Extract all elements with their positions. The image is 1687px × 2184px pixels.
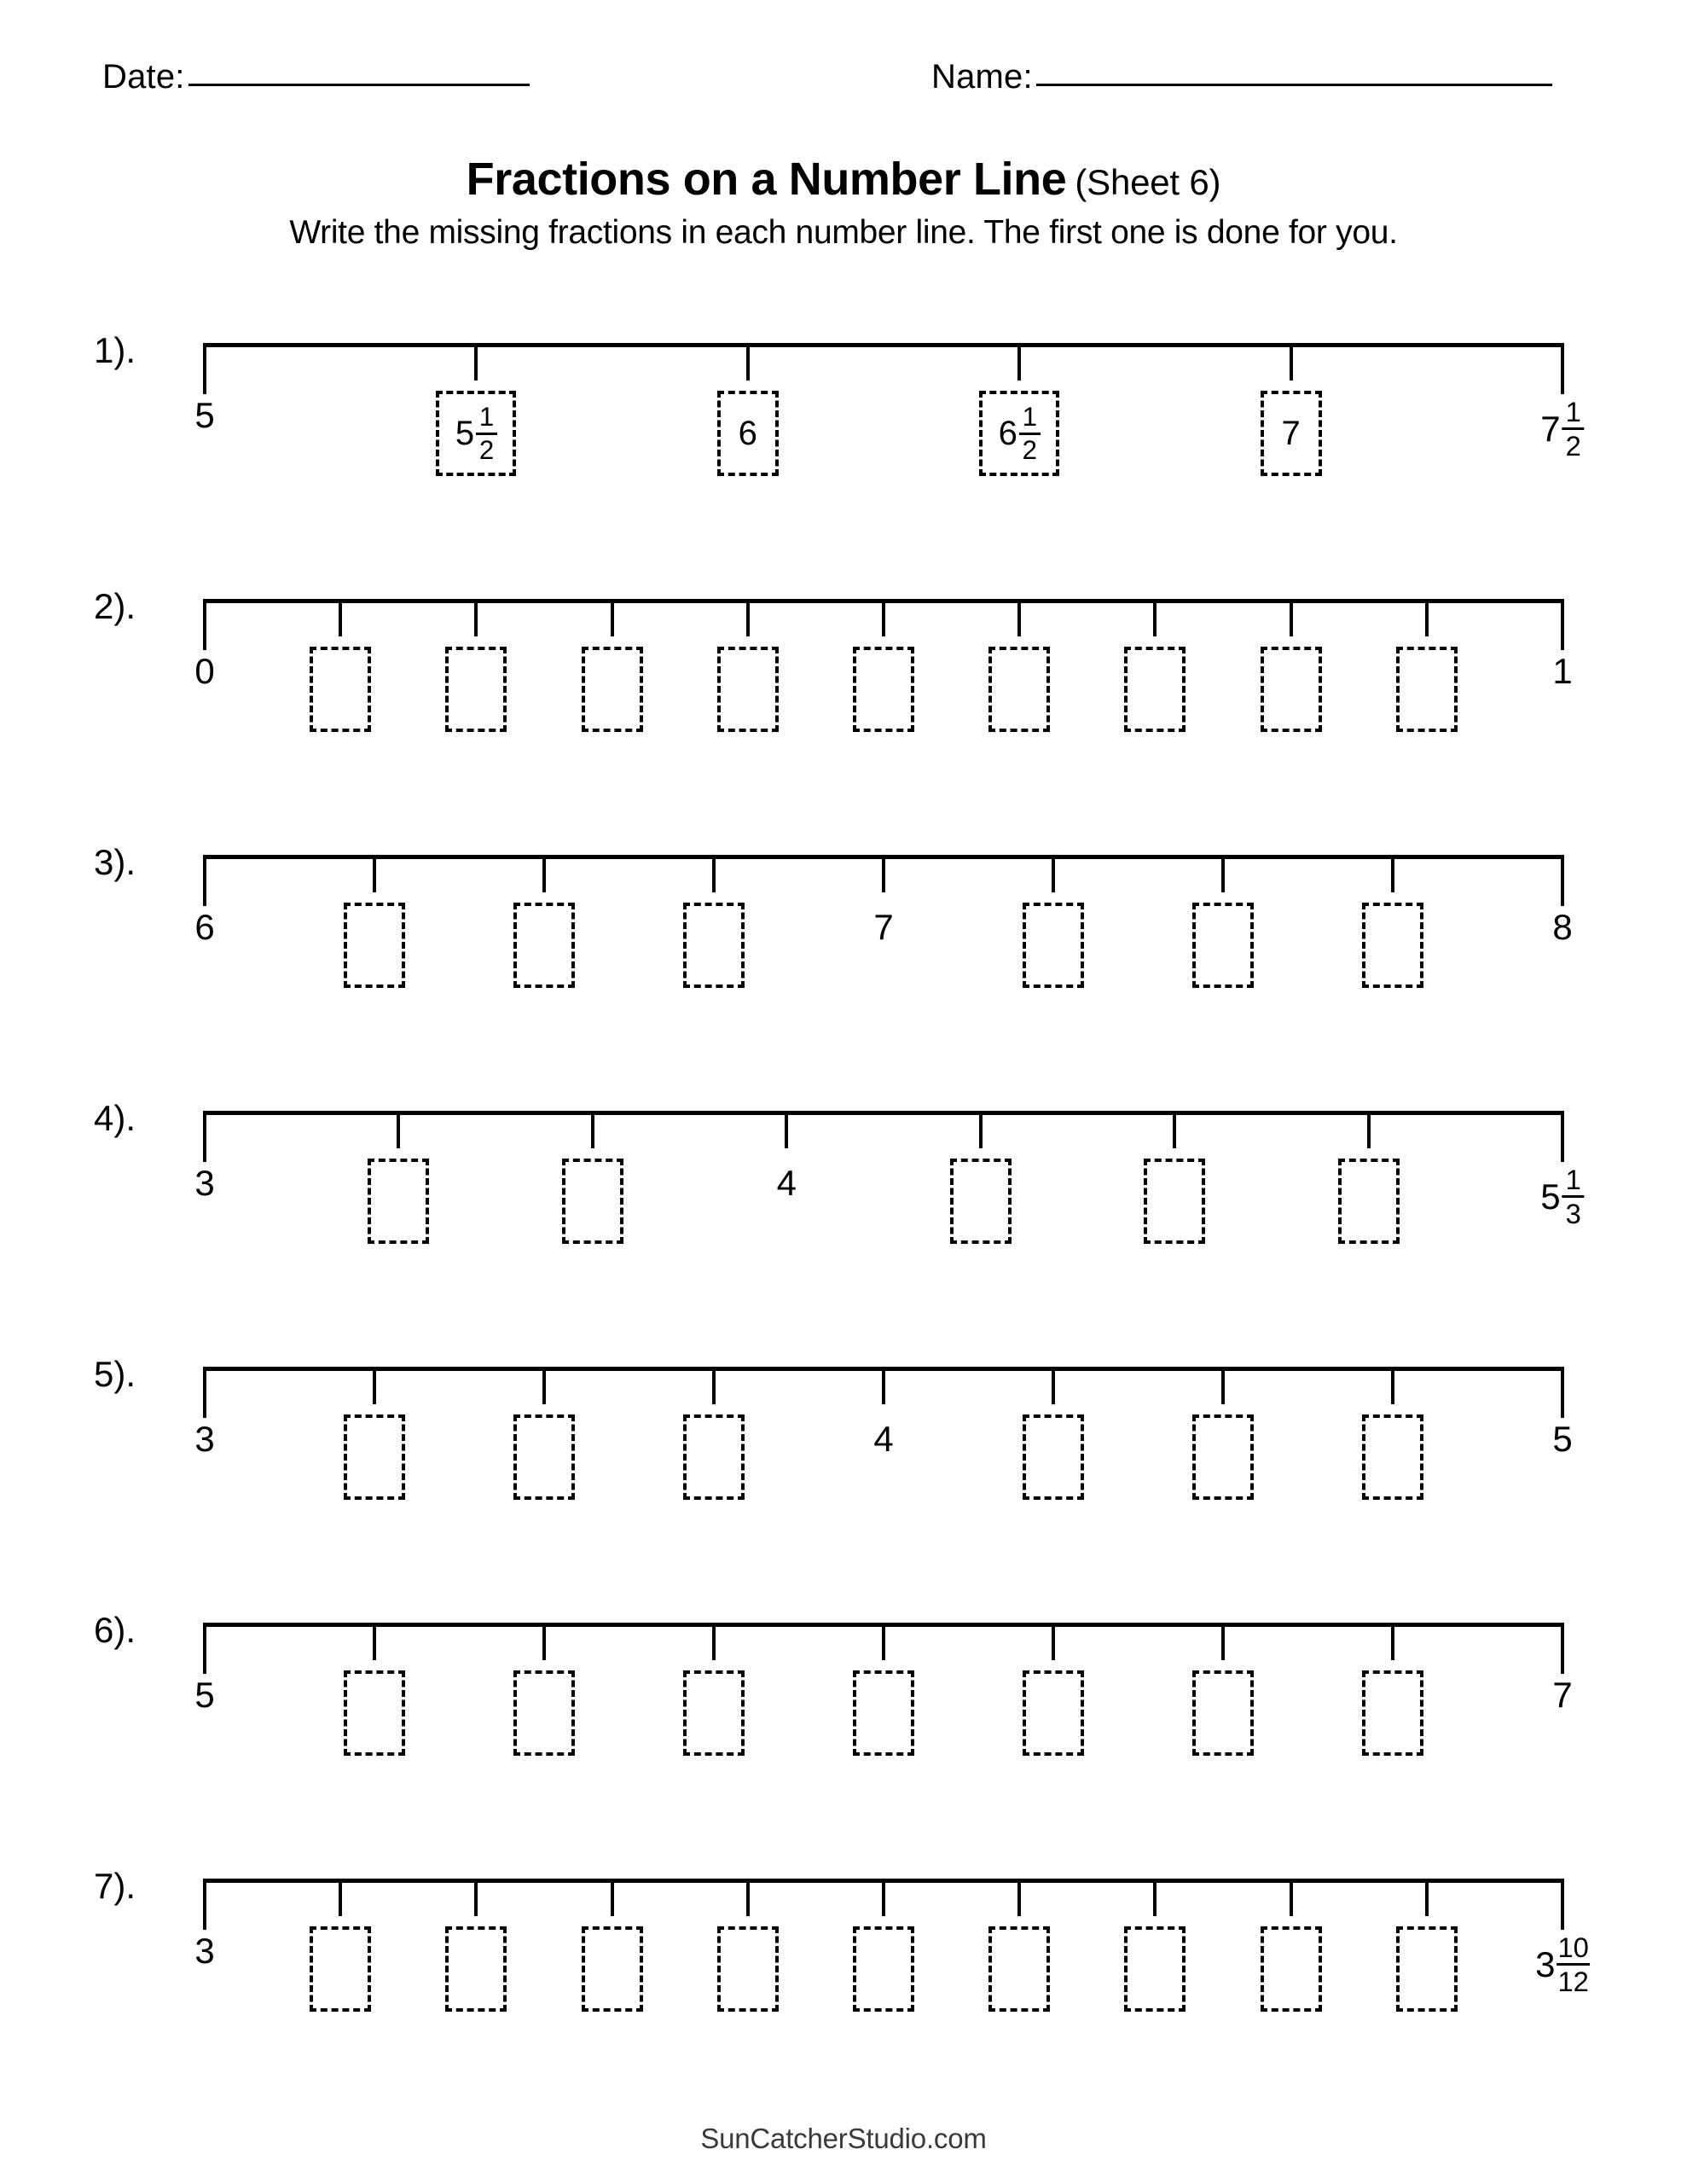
number-line-endpoint-tick: [1561, 343, 1564, 394]
mixed-number: [873, 1421, 893, 1457]
number-line-endpoint-tick: [203, 599, 206, 650]
fraction-denominator: 2: [478, 434, 495, 465]
number-line-endpoint-tick: [203, 343, 206, 394]
problem-number: 4).: [94, 1098, 136, 1138]
number-line-endpoint-label: [194, 1933, 214, 1969]
number-line-tick: [1017, 1879, 1021, 1916]
number-line: [194, 1367, 1573, 1571]
answer-box-empty[interactable]: [1261, 1926, 1322, 2012]
answer-box-empty[interactable]: [717, 647, 779, 732]
number-line-endpoint-label: [194, 1165, 214, 1201]
mixed-number: [1552, 1421, 1572, 1457]
answer-box-empty[interactable]: [988, 1926, 1050, 2012]
number-line-axis: [205, 1111, 1562, 1115]
number-line-tick: [611, 1879, 614, 1916]
answer-box-empty[interactable]: [310, 647, 371, 732]
number-line-tick: [882, 1367, 885, 1404]
whole-part: 3: [194, 1931, 215, 1971]
answer-box-empty[interactable]: [717, 1926, 779, 2012]
problem-row: [0, 573, 1687, 829]
number-line-endpoint-label: [1540, 1165, 1584, 1228]
number-line-tick: [1391, 855, 1394, 892]
number-line-endpoint-tick: [1561, 855, 1564, 906]
mixed-number: [1552, 1677, 1572, 1713]
answer-box-empty[interactable]: [1023, 1414, 1084, 1500]
number-line-tick: [1290, 1879, 1293, 1916]
mixed-number: [194, 1165, 214, 1201]
number-line-endpoint-tick: [203, 855, 206, 906]
number-line-endpoint-label: [1552, 1421, 1572, 1457]
number-line-tick: [542, 1623, 546, 1660]
title-block: [0, 155, 1687, 252]
number-line-endpoint-tick: [203, 1367, 206, 1418]
fraction-part: [1557, 1933, 1589, 1996]
number-line-tick: [1173, 1111, 1176, 1148]
number-line: [194, 343, 1581, 548]
number-line-tick: [474, 599, 478, 636]
problem-number: 2).: [94, 586, 136, 626]
fraction-denominator: 12: [1557, 1966, 1589, 1998]
problems-list: [0, 317, 1687, 2109]
number-line-tick: [339, 599, 342, 636]
problem-number: 3).: [94, 842, 136, 882]
number-line: [194, 1111, 1581, 1316]
number-line-tick: [397, 1111, 400, 1148]
whole-part: 7: [1552, 1675, 1573, 1715]
number-line-tick: [712, 1367, 716, 1404]
whole-part: 3: [194, 1419, 215, 1459]
number-line-tick: [339, 1879, 342, 1916]
whole-part: 5: [1540, 1176, 1561, 1217]
number-line-tick-label: [873, 909, 893, 945]
mixed-number: [455, 401, 497, 465]
number-line-tick: [474, 1879, 478, 1916]
number-line-axis: [205, 343, 1562, 347]
answer-box-empty[interactable]: [1192, 1670, 1254, 1756]
number-line-tick-label: [873, 1421, 893, 1457]
number-line-tick: [542, 855, 546, 892]
date-label: Date:: [102, 58, 185, 96]
whole-part: 5: [455, 415, 475, 452]
answer-box-empty[interactable]: [582, 1926, 643, 2012]
whole-part: 7: [1540, 408, 1561, 449]
mixed-number: [1540, 398, 1584, 461]
number-line-tick: [611, 599, 614, 636]
whole-part: 5: [194, 1675, 215, 1715]
mixed-number: [194, 653, 214, 689]
mixed-number: [1281, 416, 1300, 450]
number-line-tick: [882, 1623, 885, 1660]
number-line-tick: [1290, 599, 1293, 636]
whole-part: 4: [873, 1419, 894, 1459]
answer-box-empty[interactable]: [310, 1926, 371, 2012]
worksheet-header: [0, 53, 1687, 113]
number-line-tick: [1017, 599, 1021, 636]
answer-box-empty[interactable]: [853, 1670, 914, 1756]
number-line-endpoint-label: [194, 395, 215, 435]
fraction-part: [476, 401, 497, 465]
answer-box-empty[interactable]: [1124, 1926, 1186, 2012]
answer-box-filled[interactable]: [436, 391, 516, 476]
name-label: Name:: [931, 58, 1033, 96]
mixed-number: [1535, 1933, 1590, 1996]
fraction-part: [1019, 401, 1041, 465]
mixed-number: [739, 416, 757, 450]
number-line-tick: [542, 1367, 546, 1404]
answer-box-empty[interactable]: [344, 1670, 405, 1756]
number-line-tick: [1153, 599, 1157, 636]
number-line-tick: [591, 1111, 594, 1148]
date-write-line[interactable]: [188, 84, 530, 86]
fraction-numerator: 1: [1565, 396, 1581, 427]
whole-part: 6: [738, 415, 757, 452]
mixed-number: [194, 1421, 214, 1457]
problem-row: [0, 1341, 1687, 1597]
answer-box-empty[interactable]: [853, 1926, 914, 2012]
answer-box-empty[interactable]: [344, 1414, 405, 1500]
number-line-tick: [712, 855, 716, 892]
whole-part: 7: [1281, 415, 1301, 452]
name-field[interactable]: [931, 60, 1552, 94]
whole-part: 7: [873, 907, 894, 947]
answer-box-empty[interactable]: [1023, 1670, 1084, 1756]
number-line-tick: [882, 599, 885, 636]
mixed-number: [194, 1677, 214, 1713]
number-line: [194, 855, 1573, 1060]
number-line-tick-label: [777, 1165, 797, 1201]
number-line-endpoint-tick: [203, 1111, 206, 1162]
title-sheet-number: (Sheet 6): [1075, 162, 1221, 202]
number-line: [194, 599, 1573, 804]
number-line: [194, 1879, 1589, 2083]
fraction-numerator: 10: [1557, 1931, 1589, 1963]
date-field[interactable]: [102, 60, 530, 94]
answer-box-empty[interactable]: [1362, 903, 1423, 988]
number-line-tick: [1290, 343, 1293, 380]
problem-row: [0, 317, 1687, 573]
whole-part: 5: [194, 395, 215, 435]
answer-box-filled[interactable]: [979, 391, 1059, 476]
answer-box-empty[interactable]: [1124, 647, 1186, 732]
answer-box-empty[interactable]: [1192, 903, 1254, 988]
number-line-endpoint-tick: [1561, 1367, 1564, 1418]
whole-part: 1: [1552, 651, 1573, 691]
number-line-tick: [373, 855, 376, 892]
number-line-tick: [712, 1623, 716, 1660]
answer-box-value: [998, 401, 1041, 465]
answer-box-empty[interactable]: [1362, 1670, 1423, 1756]
answer-box-empty[interactable]: [1144, 1159, 1205, 1244]
number-line-tick: [1017, 343, 1021, 380]
whole-part: 8: [1552, 907, 1573, 947]
number-line-tick: [746, 343, 750, 380]
mixed-number: [998, 401, 1041, 465]
number-line-tick: [1425, 599, 1429, 636]
answer-box-empty[interactable]: [513, 1670, 575, 1756]
fraction-numerator: 1: [478, 401, 495, 432]
number-line-tick: [1153, 1879, 1157, 1916]
answer-box-empty[interactable]: [582, 647, 643, 732]
page-title: [0, 155, 1687, 204]
number-line-endpoint-tick: [203, 1623, 206, 1674]
number-line-tick: [1221, 855, 1225, 892]
answer-box-empty[interactable]: [445, 647, 507, 732]
fraction-part: [1562, 1165, 1585, 1228]
number-line-tick: [373, 1367, 376, 1404]
answer-box-empty[interactable]: [445, 1926, 507, 2012]
problem-number: 7).: [94, 1866, 136, 1906]
number-line-endpoint-label: [1552, 653, 1572, 689]
footer-site-credit: SunCatcherStudio.com: [700, 2123, 987, 2154]
whole-part: 5: [1552, 1419, 1573, 1459]
answer-box-empty[interactable]: [1362, 1414, 1423, 1500]
answer-box-filled[interactable]: [1261, 391, 1322, 476]
mixed-number: [777, 1165, 797, 1201]
number-line-tick: [882, 1879, 885, 1916]
number-line-tick: [1425, 1879, 1429, 1916]
number-line-tick: [1367, 1111, 1371, 1148]
number-line-endpoint-tick: [1561, 1879, 1564, 1930]
fraction-numerator: 1: [1022, 401, 1037, 432]
number-line-tick: [1221, 1623, 1225, 1660]
answer-box-empty[interactable]: [1261, 647, 1322, 732]
answer-box-empty[interactable]: [683, 903, 745, 988]
number-line: [194, 1623, 1573, 1827]
problem-number: 5).: [94, 1354, 136, 1394]
fraction-numerator: 1: [1565, 1164, 1581, 1195]
answer-box-empty[interactable]: [988, 647, 1050, 732]
answer-box-empty[interactable]: [1192, 1414, 1254, 1500]
number-line-tick: [373, 1623, 376, 1660]
whole-part: 4: [776, 1163, 797, 1203]
mixed-number: [1540, 1165, 1584, 1228]
number-line-endpoint-label: [1540, 398, 1584, 461]
number-line-tick: [1052, 1623, 1055, 1660]
answer-box-empty[interactable]: [562, 1159, 623, 1244]
number-line-tick: [1052, 1367, 1055, 1404]
number-line-endpoint-tick: [1561, 1623, 1564, 1674]
whole-part: 0: [194, 651, 215, 691]
whole-part: 3: [194, 1163, 215, 1203]
problem-row: [0, 1853, 1687, 2109]
mixed-number: [194, 909, 214, 945]
fraction-denominator: 3: [1565, 1198, 1581, 1230]
answer-box-empty[interactable]: [513, 903, 575, 988]
answer-box-empty[interactable]: [1396, 647, 1458, 732]
instructions-text: Write the missing fractions in each number line. The first one is done for you.: [289, 213, 1398, 251]
answer-box-empty[interactable]: [853, 647, 914, 732]
problem-number: 6).: [94, 1610, 136, 1650]
answer-box-empty[interactable]: [1396, 1926, 1458, 2012]
whole-part: 3: [1535, 1943, 1556, 1984]
answer-box-value: [1281, 416, 1300, 450]
answer-box-empty[interactable]: [368, 1159, 429, 1244]
mixed-number: [1552, 909, 1572, 945]
fraction-denominator: 2: [1565, 430, 1581, 462]
answer-box-empty[interactable]: [683, 1670, 745, 1756]
number-line-tick: [746, 599, 750, 636]
mixed-number: [194, 1933, 214, 1969]
name-write-line[interactable]: [1036, 84, 1552, 86]
problem-row: [0, 1085, 1687, 1341]
number-line-endpoint-tick: [1561, 599, 1564, 650]
number-line-tick: [882, 855, 885, 892]
number-line-tick: [746, 1879, 750, 1916]
mixed-number: [873, 909, 893, 945]
answer-box-empty[interactable]: [1338, 1159, 1400, 1244]
answer-box-empty[interactable]: [513, 1414, 575, 1500]
answer-box-empty[interactable]: [1023, 903, 1084, 988]
number-line-tick: [1221, 1367, 1225, 1404]
mixed-number: [1552, 653, 1572, 689]
number-line-endpoint-label: [1552, 1677, 1572, 1713]
number-line-endpoint-tick: [203, 1879, 206, 1930]
problem-number: 1).: [94, 330, 136, 370]
number-line-tick: [474, 343, 478, 380]
fraction-denominator: 2: [1022, 434, 1037, 465]
number-line-endpoint-tick: [1561, 1111, 1564, 1162]
fraction-part: [1562, 398, 1585, 461]
whole-part: 6: [194, 907, 215, 947]
number-line-endpoint-label: [194, 909, 214, 945]
mixed-number: [194, 395, 215, 435]
number-line-tick: [1052, 855, 1055, 892]
number-line-tick: [1391, 1367, 1394, 1404]
number-line-endpoint-label: [1552, 909, 1572, 945]
answer-box-empty[interactable]: [950, 1159, 1012, 1244]
number-line-endpoint-label: [194, 1677, 214, 1713]
answer-box-empty[interactable]: [683, 1414, 745, 1500]
whole-part: 6: [998, 415, 1017, 452]
answer-box-value: [739, 416, 757, 450]
title-main-text: Fractions on a Number Line: [466, 154, 1067, 205]
problem-row: [0, 829, 1687, 1085]
answer-box-filled[interactable]: [717, 391, 779, 476]
number-line-endpoint-label: [1535, 1933, 1590, 1996]
problem-row: [0, 1597, 1687, 1853]
number-line-endpoint-label: [194, 653, 214, 689]
number-line-endpoint-label: [194, 1421, 214, 1457]
number-line-tick: [979, 1111, 983, 1148]
number-line-tick: [785, 1111, 788, 1148]
number-line-tick: [1391, 1623, 1394, 1660]
answer-box-empty[interactable]: [344, 903, 405, 988]
answer-box-value: [455, 401, 497, 465]
